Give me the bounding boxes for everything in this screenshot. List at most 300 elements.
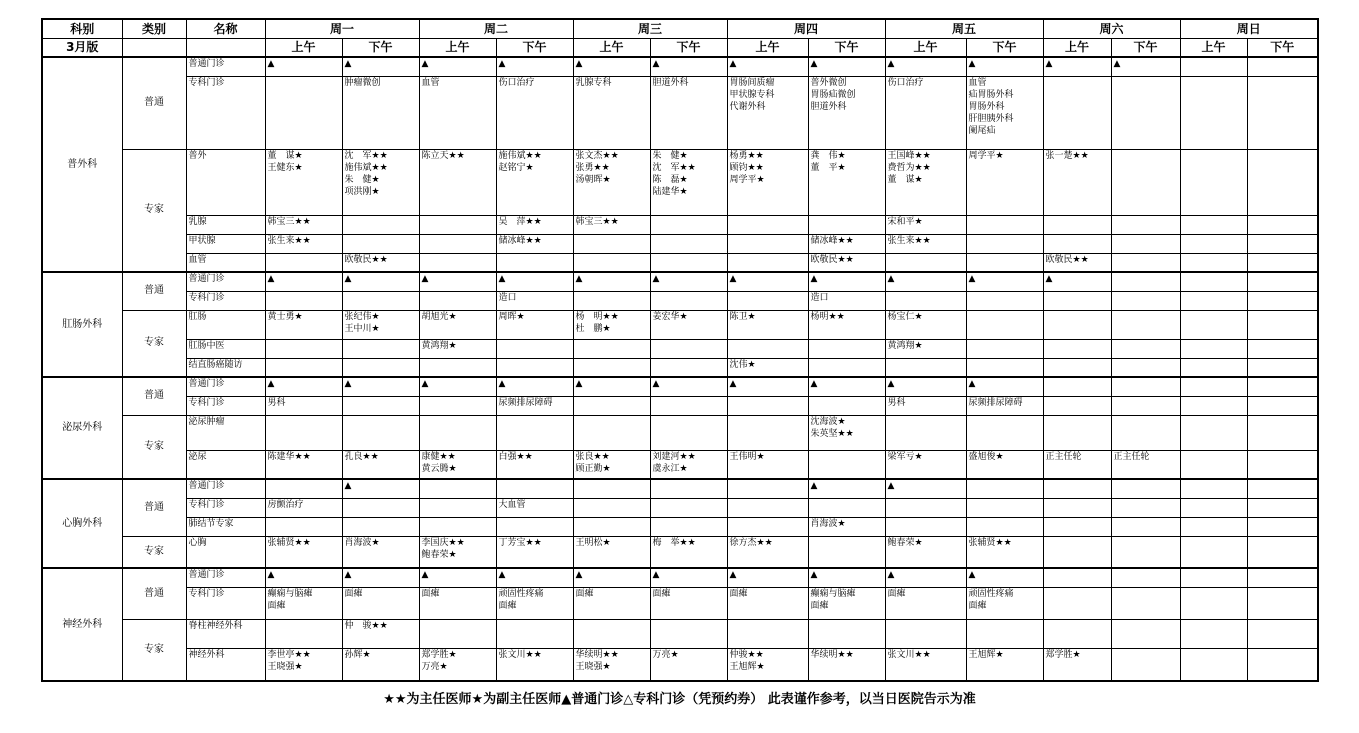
schedule-cell bbox=[1043, 568, 1111, 587]
general-clinic-marker: ▲ bbox=[650, 272, 727, 291]
category-cell: 普通 bbox=[122, 568, 186, 619]
schedule-cell: 仲骏★★ 王旭辉★ bbox=[727, 648, 808, 681]
schedule-cell bbox=[650, 517, 727, 536]
schedule-cell bbox=[1180, 536, 1247, 568]
schedule-cell bbox=[1111, 648, 1180, 681]
schedule-cell bbox=[1247, 536, 1318, 568]
clinic-name-cell: 专科门诊 bbox=[186, 76, 265, 149]
schedule-cell: 陈建华★★ bbox=[265, 450, 342, 479]
schedule-cell bbox=[1111, 272, 1180, 291]
category-cell: 专家 bbox=[122, 149, 186, 272]
schedule-cell bbox=[650, 339, 727, 358]
department-cell: 普外科 bbox=[42, 57, 122, 272]
schedule-cell bbox=[1180, 253, 1247, 272]
schedule-cell: 杨 明★★ 杜 鹏★ bbox=[573, 310, 650, 339]
col-type-header: 类别 bbox=[122, 19, 186, 38]
am-header: 上午 bbox=[265, 38, 342, 57]
schedule-cell bbox=[342, 498, 419, 517]
schedule-cell bbox=[265, 291, 342, 310]
schedule-cell bbox=[573, 396, 650, 415]
schedule-row bbox=[42, 377, 1318, 396]
general-clinic-marker: ▲ bbox=[496, 568, 573, 587]
day-header-mon: 周一 bbox=[265, 19, 419, 38]
schedule-cell bbox=[342, 291, 419, 310]
schedule-cell bbox=[1180, 310, 1247, 339]
schedule-cell bbox=[1180, 377, 1247, 396]
schedule-cell bbox=[650, 253, 727, 272]
category-cell: 普通 bbox=[122, 272, 186, 310]
day-header-sun: 周日 bbox=[1180, 19, 1318, 38]
schedule-cell bbox=[1180, 587, 1247, 619]
schedule-row bbox=[42, 272, 1318, 291]
general-clinic-marker: ▲ bbox=[419, 568, 496, 587]
schedule-row bbox=[42, 568, 1318, 587]
schedule-cell bbox=[342, 358, 419, 377]
schedule-cell bbox=[342, 215, 419, 234]
schedule-cell bbox=[1043, 76, 1111, 149]
clinic-name-cell: 专科门诊 bbox=[186, 587, 265, 619]
schedule-cell bbox=[1247, 57, 1318, 76]
schedule-cell bbox=[808, 498, 885, 517]
schedule-cell bbox=[727, 215, 808, 234]
general-clinic-marker: ▲ bbox=[573, 272, 650, 291]
schedule-cell bbox=[808, 215, 885, 234]
schedule-cell bbox=[808, 450, 885, 479]
schedule-cell bbox=[1247, 648, 1318, 681]
general-clinic-marker: ▲ bbox=[496, 272, 573, 291]
general-clinic-marker: ▲ bbox=[419, 272, 496, 291]
schedule-cell bbox=[1180, 215, 1247, 234]
general-clinic-marker: ▲ bbox=[265, 272, 342, 291]
schedule-cell: 仲 骏★★ bbox=[342, 619, 419, 648]
schedule-cell bbox=[1111, 310, 1180, 339]
schedule-cell bbox=[265, 479, 342, 498]
schedule-cell bbox=[966, 517, 1043, 536]
schedule-cell: 杨明★★ bbox=[808, 310, 885, 339]
schedule-cell bbox=[1111, 358, 1180, 377]
schedule-cell bbox=[265, 358, 342, 377]
schedule-cell bbox=[496, 339, 573, 358]
department-cell: 神经外科 bbox=[42, 568, 122, 681]
schedule-row bbox=[42, 587, 1318, 619]
schedule-cell bbox=[573, 415, 650, 450]
schedule-cell: 肖海波★ bbox=[808, 517, 885, 536]
general-clinic-marker: ▲ bbox=[1043, 57, 1111, 76]
schedule-cell bbox=[573, 253, 650, 272]
schedule-cell bbox=[419, 517, 496, 536]
schedule-cell bbox=[885, 517, 966, 536]
schedule-cell: 郑学胜★ 万亮★ bbox=[419, 648, 496, 681]
general-clinic-marker: ▲ bbox=[419, 377, 496, 396]
schedule-cell: 华续明★★ bbox=[808, 648, 885, 681]
schedule-body bbox=[42, 19, 1318, 681]
schedule-cell bbox=[1111, 568, 1180, 587]
schedule-cell bbox=[808, 619, 885, 648]
day-header-wed: 周三 bbox=[573, 19, 727, 38]
schedule-cell bbox=[1180, 517, 1247, 536]
category-cell: 专家 bbox=[122, 536, 186, 568]
schedule-cell: 周晖★ bbox=[496, 310, 573, 339]
schedule-cell: 张纪伟★ 王中川★ bbox=[342, 310, 419, 339]
schedule-cell bbox=[573, 339, 650, 358]
schedule-cell bbox=[966, 415, 1043, 450]
general-clinic-marker: ▲ bbox=[265, 568, 342, 587]
schedule-row bbox=[42, 415, 1318, 450]
clinic-name-cell: 专科门诊 bbox=[186, 498, 265, 517]
clinic-name-cell: 血管 bbox=[186, 253, 265, 272]
schedule-cell bbox=[727, 234, 808, 253]
pm-header: 下午 bbox=[650, 38, 727, 57]
general-clinic-marker: ▲ bbox=[727, 57, 808, 76]
day-header-fri: 周五 bbox=[885, 19, 1043, 38]
schedule-cell bbox=[419, 215, 496, 234]
schedule-cell: 胃肠间质瘤 甲状腺专科 代谢外科 bbox=[727, 76, 808, 149]
schedule-cell: 郑学胜★ bbox=[1043, 648, 1111, 681]
schedule-cell bbox=[727, 415, 808, 450]
schedule-cell bbox=[342, 517, 419, 536]
clinic-name-cell: 乳腺 bbox=[186, 215, 265, 234]
schedule-cell bbox=[496, 479, 573, 498]
schedule-cell: 盛旭俊★ bbox=[966, 450, 1043, 479]
clinic-name-cell: 神经外科 bbox=[186, 648, 265, 681]
schedule-cell bbox=[1247, 377, 1318, 396]
schedule-cell bbox=[1180, 358, 1247, 377]
category-cell: 普通 bbox=[122, 377, 186, 415]
blank-header-cell bbox=[186, 38, 265, 57]
pm-header: 下午 bbox=[1111, 38, 1180, 57]
schedule-cell bbox=[1247, 619, 1318, 648]
schedule-cell bbox=[727, 498, 808, 517]
schedule-cell: 胡旭光★ bbox=[419, 310, 496, 339]
schedule-cell: 周学平★ bbox=[966, 149, 1043, 215]
general-clinic-marker: ▲ bbox=[650, 57, 727, 76]
schedule-cell: 房颤治疗 bbox=[265, 498, 342, 517]
pm-header: 下午 bbox=[496, 38, 573, 57]
schedule-cell: 白强★★ bbox=[496, 450, 573, 479]
schedule-row bbox=[42, 215, 1318, 234]
pm-header: 下午 bbox=[1247, 38, 1318, 57]
schedule-cell bbox=[1247, 310, 1318, 339]
edition-label: 3月版 bbox=[42, 38, 122, 57]
am-header: 上午 bbox=[727, 38, 808, 57]
schedule-cell bbox=[650, 215, 727, 234]
schedule-cell bbox=[1247, 272, 1318, 291]
clinic-name-cell: 普外 bbox=[186, 149, 265, 215]
schedule-cell bbox=[1247, 396, 1318, 415]
schedule-cell bbox=[966, 498, 1043, 517]
schedule-cell bbox=[1111, 291, 1180, 310]
schedule-cell bbox=[1111, 234, 1180, 253]
schedule-cell bbox=[1043, 377, 1111, 396]
general-clinic-marker: ▲ bbox=[808, 57, 885, 76]
general-clinic-marker: ▲ bbox=[342, 479, 419, 498]
schedule-cell bbox=[419, 253, 496, 272]
schedule-cell: 姜宏华★ bbox=[650, 310, 727, 339]
schedule-cell bbox=[1180, 648, 1247, 681]
schedule-cell bbox=[885, 253, 966, 272]
clinic-name-cell: 普通门诊 bbox=[186, 377, 265, 396]
clinic-name-cell: 专科门诊 bbox=[186, 291, 265, 310]
department-cell: 泌尿外科 bbox=[42, 377, 122, 479]
schedule-cell: 张一楚★★ bbox=[1043, 149, 1111, 215]
schedule-cell: 龚 伟★ 董 平★ bbox=[808, 149, 885, 215]
schedule-row bbox=[42, 479, 1318, 498]
schedule-cell bbox=[1180, 57, 1247, 76]
schedule-cell: 黄鸿翔★ bbox=[885, 339, 966, 358]
schedule-cell bbox=[1180, 234, 1247, 253]
general-clinic-marker: ▲ bbox=[885, 272, 966, 291]
general-clinic-marker: ▲ bbox=[727, 272, 808, 291]
schedule-cell bbox=[419, 291, 496, 310]
clinic-name-cell: 普通门诊 bbox=[186, 568, 265, 587]
schedule-cell: 刘建河★★ 虞永江★ bbox=[650, 450, 727, 479]
schedule-cell bbox=[1247, 479, 1318, 498]
schedule-cell bbox=[1043, 517, 1111, 536]
schedule-cell bbox=[342, 234, 419, 253]
schedule-row bbox=[42, 396, 1318, 415]
clinic-name-cell: 肛肠中医 bbox=[186, 339, 265, 358]
schedule-cell: 康健★★ 黄云腾★ bbox=[419, 450, 496, 479]
department-cell: 心胸外科 bbox=[42, 479, 122, 568]
schedule-cell bbox=[265, 517, 342, 536]
clinic-name-cell: 泌尿肿瘤 bbox=[186, 415, 265, 450]
schedule-cell: 尿频排尿障碍 bbox=[496, 396, 573, 415]
schedule-cell bbox=[885, 291, 966, 310]
schedule-cell bbox=[573, 234, 650, 253]
schedule-cell bbox=[650, 291, 727, 310]
header-row-periods bbox=[42, 38, 1318, 57]
schedule-cell bbox=[496, 415, 573, 450]
schedule-cell bbox=[966, 291, 1043, 310]
schedule-cell bbox=[1111, 415, 1180, 450]
schedule-cell: 李世亭★★ 王晓强★ bbox=[265, 648, 342, 681]
schedule-cell: 王旭辉★ bbox=[966, 648, 1043, 681]
schedule-cell bbox=[1111, 76, 1180, 149]
schedule-cell: 面瘫 bbox=[727, 587, 808, 619]
schedule-cell: 梅 举★★ bbox=[650, 536, 727, 568]
schedule-cell bbox=[496, 517, 573, 536]
schedule-cell: 沈海波★ 朱英坚★★ bbox=[808, 415, 885, 450]
general-clinic-marker: ▲ bbox=[650, 568, 727, 587]
schedule-cell: 张生来★★ bbox=[265, 234, 342, 253]
schedule-cell: 伤口治疗 bbox=[496, 76, 573, 149]
schedule-cell bbox=[650, 498, 727, 517]
schedule-cell bbox=[265, 253, 342, 272]
schedule-cell: 华续明★★ 王晓强★ bbox=[573, 648, 650, 681]
col-dept-header: 科别 bbox=[42, 19, 122, 38]
clinic-name-cell: 普通门诊 bbox=[186, 272, 265, 291]
schedule-cell bbox=[342, 339, 419, 358]
schedule-cell bbox=[496, 358, 573, 377]
pm-header: 下午 bbox=[808, 38, 885, 57]
schedule-cell: 面瘫 bbox=[885, 587, 966, 619]
clinic-name-cell: 肺结节专家 bbox=[186, 517, 265, 536]
schedule-row bbox=[42, 310, 1318, 339]
schedule-cell bbox=[966, 215, 1043, 234]
pm-header: 下午 bbox=[342, 38, 419, 57]
schedule-row bbox=[42, 76, 1318, 149]
general-clinic-marker: ▲ bbox=[342, 57, 419, 76]
schedule-cell bbox=[1180, 619, 1247, 648]
schedule-cell bbox=[573, 358, 650, 377]
schedule-cell: 血管 bbox=[419, 76, 496, 149]
schedule-cell: 李国庆★★ 鲍春荣★ bbox=[419, 536, 496, 568]
schedule-row bbox=[42, 339, 1318, 358]
schedule-cell bbox=[650, 358, 727, 377]
schedule-cell bbox=[727, 291, 808, 310]
schedule-cell: 张辅贤★★ bbox=[966, 536, 1043, 568]
schedule-cell bbox=[808, 358, 885, 377]
schedule-cell bbox=[1247, 415, 1318, 450]
schedule-cell bbox=[1111, 215, 1180, 234]
schedule-cell bbox=[1043, 619, 1111, 648]
schedule-cell bbox=[1043, 215, 1111, 234]
clinic-name-cell: 专科门诊 bbox=[186, 396, 265, 415]
schedule-cell bbox=[1180, 291, 1247, 310]
day-header-sat: 周六 bbox=[1043, 19, 1180, 38]
schedule-cell: 万亮★ bbox=[650, 648, 727, 681]
schedule-cell bbox=[265, 76, 342, 149]
general-clinic-marker: ▲ bbox=[265, 377, 342, 396]
schedule-cell: 张文川★★ bbox=[496, 648, 573, 681]
general-clinic-marker: ▲ bbox=[573, 568, 650, 587]
schedule-cell bbox=[727, 517, 808, 536]
schedule-cell bbox=[419, 498, 496, 517]
general-clinic-marker: ▲ bbox=[265, 57, 342, 76]
schedule-row bbox=[42, 234, 1318, 253]
schedule-row bbox=[42, 536, 1318, 568]
schedule-cell bbox=[1043, 291, 1111, 310]
general-clinic-marker: ▲ bbox=[342, 272, 419, 291]
schedule-cell: 肖海波★ bbox=[342, 536, 419, 568]
general-clinic-marker: ▲ bbox=[885, 568, 966, 587]
schedule-cell: 施伟斌★★ 赵铭宁★ bbox=[496, 149, 573, 215]
schedule-cell: 伤口治疗 bbox=[885, 76, 966, 149]
schedule-cell: 顽固性疼痛 面瘫 bbox=[966, 587, 1043, 619]
schedule-cell bbox=[966, 310, 1043, 339]
schedule-cell bbox=[1111, 536, 1180, 568]
schedule-cell: 沈 军★★ 施伟斌★★ 朱 健★ 项洪刚★ bbox=[342, 149, 419, 215]
schedule-cell bbox=[650, 479, 727, 498]
general-clinic-marker: ▲ bbox=[342, 568, 419, 587]
schedule-cell bbox=[1043, 234, 1111, 253]
schedule-cell: 吴 萍★★ bbox=[496, 215, 573, 234]
schedule-cell bbox=[1043, 536, 1111, 568]
clinic-name-cell: 脊柱神经外科 bbox=[186, 619, 265, 648]
day-header-tue: 周二 bbox=[419, 19, 573, 38]
schedule-cell bbox=[650, 619, 727, 648]
general-clinic-marker: ▲ bbox=[966, 568, 1043, 587]
schedule-cell: 癫痫与脑瘫 面瘫 bbox=[808, 587, 885, 619]
schedule-row bbox=[42, 450, 1318, 479]
schedule-cell bbox=[1111, 339, 1180, 358]
schedule-cell: 欧敬民★★ bbox=[808, 253, 885, 272]
schedule-cell bbox=[885, 498, 966, 517]
schedule-cell: 肿瘤微创 bbox=[342, 76, 419, 149]
schedule-cell bbox=[1180, 450, 1247, 479]
schedule-cell bbox=[885, 415, 966, 450]
schedule-cell bbox=[966, 619, 1043, 648]
schedule-cell bbox=[1111, 253, 1180, 272]
schedule-cell: 面瘫 bbox=[573, 587, 650, 619]
schedule-cell bbox=[1043, 396, 1111, 415]
general-clinic-marker: ▲ bbox=[808, 479, 885, 498]
category-cell: 普通 bbox=[122, 479, 186, 536]
schedule-cell bbox=[419, 234, 496, 253]
schedule-cell bbox=[342, 415, 419, 450]
schedule-cell: 造口 bbox=[808, 291, 885, 310]
col-name-header: 名称 bbox=[186, 19, 265, 38]
schedule-cell: 胆道外科 bbox=[650, 76, 727, 149]
schedule-cell bbox=[1111, 377, 1180, 396]
schedule-cell: 正主任轮 bbox=[1043, 450, 1111, 479]
schedule-cell: 血管 疝胃肠外科 胃肠外科 肝胆胰外科 阑尾疝 bbox=[966, 76, 1043, 149]
schedule-cell bbox=[1180, 479, 1247, 498]
schedule-cell: 孔良★★ bbox=[342, 450, 419, 479]
schedule-cell: 癫痫与脑瘫 面瘫 bbox=[265, 587, 342, 619]
general-clinic-marker: ▲ bbox=[573, 377, 650, 396]
schedule-cell bbox=[1247, 76, 1318, 149]
schedule-cell bbox=[727, 253, 808, 272]
schedule-cell bbox=[885, 619, 966, 648]
schedule-cell bbox=[727, 619, 808, 648]
schedule-cell bbox=[1111, 517, 1180, 536]
schedule-cell bbox=[727, 339, 808, 358]
schedule-row bbox=[42, 253, 1318, 272]
pm-header: 下午 bbox=[966, 38, 1043, 57]
schedule-cell bbox=[1247, 215, 1318, 234]
schedule-cell bbox=[573, 479, 650, 498]
schedule-cell: 张辅贤★★ bbox=[265, 536, 342, 568]
schedule-cell bbox=[496, 253, 573, 272]
schedule-cell bbox=[573, 291, 650, 310]
schedule-cell: 正主任轮 bbox=[1111, 450, 1180, 479]
category-cell: 专家 bbox=[122, 415, 186, 479]
clinic-name-cell: 普通门诊 bbox=[186, 57, 265, 76]
schedule-cell bbox=[496, 619, 573, 648]
schedule-cell bbox=[419, 415, 496, 450]
clinic-name-cell: 结直肠癌随访 bbox=[186, 358, 265, 377]
schedule-cell bbox=[1247, 587, 1318, 619]
schedule-cell bbox=[650, 234, 727, 253]
general-clinic-marker: ▲ bbox=[885, 377, 966, 396]
schedule-cell bbox=[1247, 568, 1318, 587]
general-clinic-marker: ▲ bbox=[966, 377, 1043, 396]
schedule-cell bbox=[1247, 517, 1318, 536]
schedule-cell: 陈立天★★ bbox=[419, 149, 496, 215]
clinic-name-cell: 甲状腺 bbox=[186, 234, 265, 253]
schedule-cell: 孙辉★ bbox=[342, 648, 419, 681]
general-clinic-marker: ▲ bbox=[966, 272, 1043, 291]
schedule-cell: 沈伟★ bbox=[727, 358, 808, 377]
schedule-cell bbox=[966, 253, 1043, 272]
schedule-cell bbox=[650, 415, 727, 450]
general-clinic-marker: ▲ bbox=[808, 568, 885, 587]
schedule-cell: 宋和平★ bbox=[885, 215, 966, 234]
schedule-cell: 徐方杰★★ bbox=[727, 536, 808, 568]
schedule-cell bbox=[966, 339, 1043, 358]
general-clinic-marker: ▲ bbox=[573, 57, 650, 76]
schedule-cell bbox=[1043, 358, 1111, 377]
department-cell: 肛肠外科 bbox=[42, 272, 122, 377]
clinic-name-cell: 心胸 bbox=[186, 536, 265, 568]
general-clinic-marker: ▲ bbox=[808, 377, 885, 396]
general-clinic-marker: ▲ bbox=[727, 568, 808, 587]
schedule-cell bbox=[1247, 450, 1318, 479]
schedule-cell bbox=[1111, 498, 1180, 517]
schedule-cell bbox=[1180, 568, 1247, 587]
schedule-cell bbox=[1247, 149, 1318, 215]
